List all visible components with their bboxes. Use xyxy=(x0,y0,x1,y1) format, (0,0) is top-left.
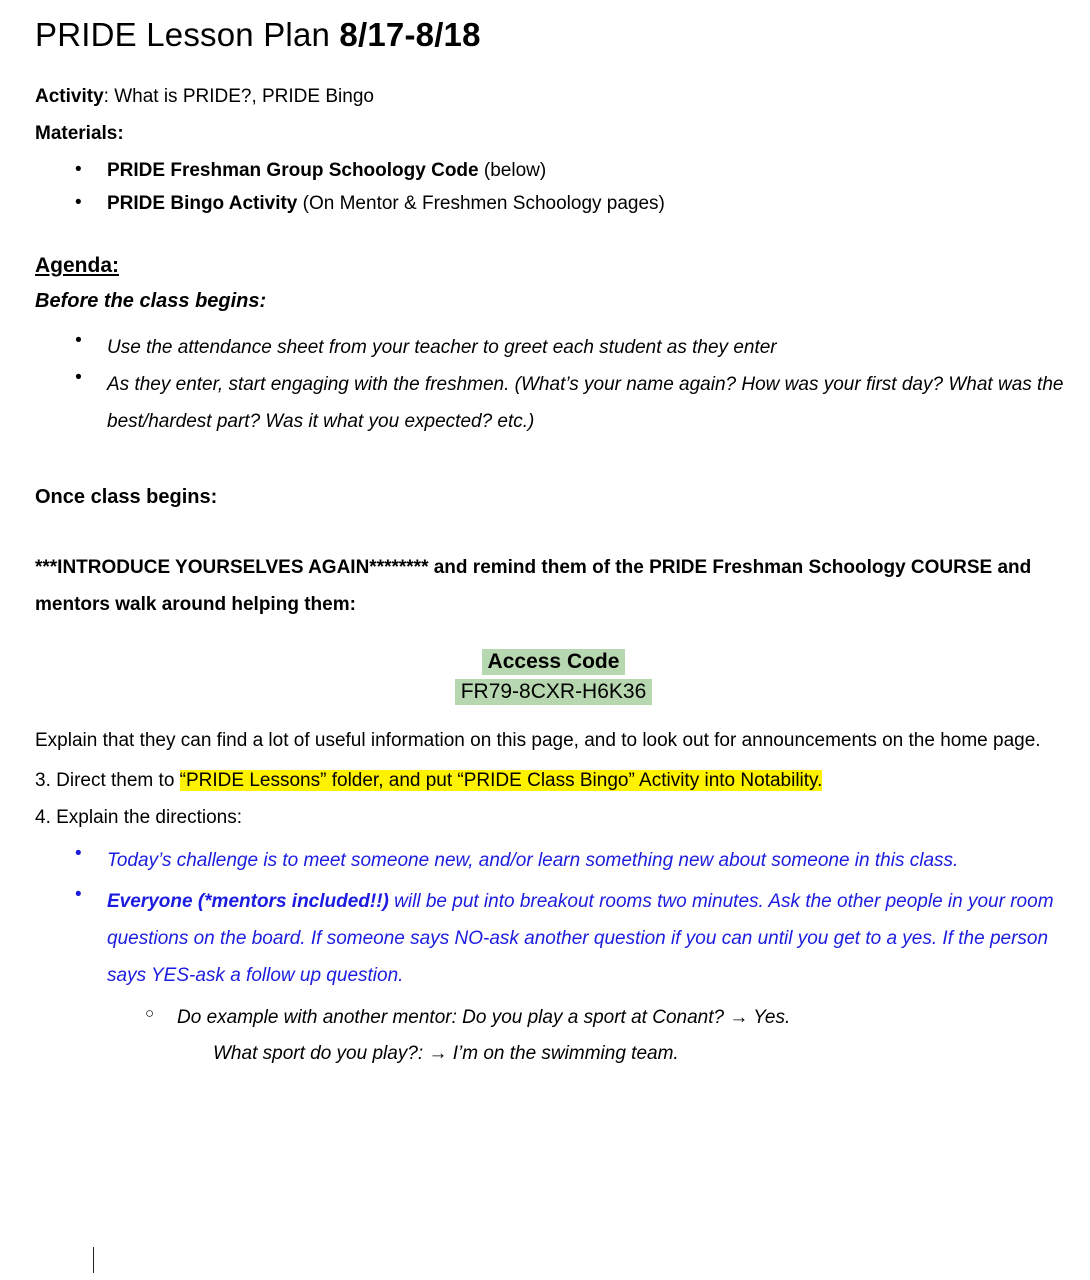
activity-line xyxy=(35,84,1072,111)
access-code-label: Access Code xyxy=(482,649,626,675)
material-0-rest: (below) xyxy=(478,159,547,181)
text-cursor xyxy=(93,1247,94,1273)
page-title-plain: PRIDE Lesson Plan xyxy=(35,16,340,53)
step-4: 4. Explain the directions: xyxy=(35,807,243,829)
step-3-prefix: 3. Direct them to xyxy=(35,769,180,791)
directions-sublist xyxy=(35,1000,1072,1036)
before-class-heading: Before the class begins: xyxy=(35,289,267,312)
once-class-begins-heading: Once class begins: xyxy=(35,486,218,509)
agenda-heading: Agenda: xyxy=(35,253,119,277)
introduce-paragraph: ***INTRODUCE YOURSELVES AGAIN******** and remind them of the PRIDE Freshman Schoology COURSE and mentors walk around helping them: xyxy=(35,557,1032,616)
material-1-rest: (On Mentor & Freshmen Schoology pages) xyxy=(297,192,665,214)
step-3 xyxy=(35,767,1072,795)
page-title-dates: 8/17-8/18 xyxy=(339,16,481,53)
list-item xyxy=(35,191,1072,218)
list-item: • As they enter, start engaging with the freshmen. (What’s your name again? How was your first day? What was the best/hardest part? Was it what you expected? etc.) xyxy=(35,366,1072,440)
before-class-list xyxy=(35,329,1072,440)
access-code-value: FR79-8CXR-H6K36 xyxy=(455,679,653,705)
sub-item-line-2: What sport do you play?: → I’m on the swimming team. xyxy=(213,1043,679,1065)
list-item xyxy=(35,158,1072,185)
spacer xyxy=(35,224,1072,254)
material-0-bold: PRIDE Freshman Group Schoology Code xyxy=(107,159,479,181)
spacer xyxy=(35,519,1072,549)
access-code-label-wrap xyxy=(35,649,1072,675)
activity-text: : What is PRIDE?, PRIDE Bingo xyxy=(103,86,374,107)
activity-label: Activity xyxy=(35,86,104,107)
list-item xyxy=(35,883,1072,994)
material-1-bold: PRIDE Bingo Activity xyxy=(107,192,298,214)
list-item: • Use the attendance sheet from your teacher to greet each student as they enter xyxy=(35,329,1072,366)
directions-list xyxy=(35,842,1072,994)
materials-label: Materials: xyxy=(35,122,124,144)
direction-0-text: Today’s challenge is to meet someone new, and/or learn something new about someone in this class. xyxy=(107,849,959,871)
list-item: ○ Do example with another mentor: Do you play a sport at Conant? → Yes. xyxy=(35,1000,1072,1036)
access-code-value-wrap xyxy=(35,675,1072,705)
spacer xyxy=(35,446,1072,486)
direction-1-rest: will be put into breakout rooms two minutes. Ask the other people in your room questions on the board. If someone says NO-ask another question if you can until you get to a yes. If the person says YES-ask a follow up question. xyxy=(107,890,1054,986)
explain-paragraph: Explain that they can find a lot of useful information on this page, and to look out for announcements on the home page. xyxy=(35,730,1041,752)
direction-1-bold: Everyone (*mentors included!!) xyxy=(107,890,389,912)
page-title xyxy=(35,16,1072,54)
list-item xyxy=(35,842,1072,879)
step-3-highlight: “PRIDE Lessons” folder, and put “PRIDE Class Bingo” Activity into Notability. xyxy=(179,769,823,791)
materials-list xyxy=(35,158,1072,218)
access-code-block xyxy=(35,649,1072,705)
